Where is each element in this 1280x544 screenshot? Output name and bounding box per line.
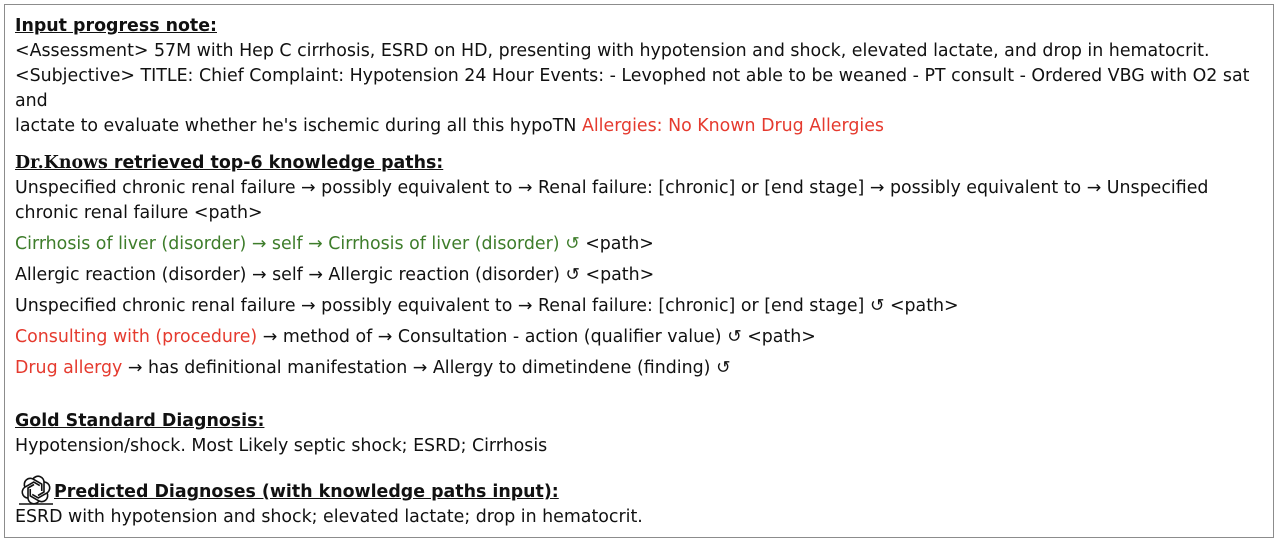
- knowledge-path-5: [15, 325, 1265, 350]
- paths-heading-text: retrieved top-6 knowledge paths:: [107, 153, 444, 173]
- knowledge-path-1: [15, 176, 1265, 226]
- paths-heading: [15, 151, 1265, 176]
- predicted-text: ESRD with hypotension and shock; elevated lactate; drop in hematocrit.: [15, 507, 643, 527]
- knowledge-path-6: [15, 356, 1265, 381]
- path-6-highlight: Drug allergy: [15, 358, 123, 378]
- assessment-text: <Assessment> 57M with Hep C cirrhosis, ESRD on HD, presenting with hypotension and shock, elevated lactate, and drop in hematocrit.: [15, 41, 1210, 61]
- input-note-heading: Input progress note:: [15, 16, 217, 36]
- openai-logo-icon: [19, 475, 53, 505]
- subjective-text-2: lactate to evaluate whether he's ischemic during all this hypoTN: [15, 116, 582, 136]
- path-2-highlight: Cirrhosis of liver (disorder) → self → Cirrhosis of liver (disorder) ↺: [15, 234, 580, 254]
- allergies-text: Allergies: No Known Drug Allergies: [581, 116, 884, 136]
- subjective-line-2: [15, 114, 1265, 139]
- gold-heading: Gold Standard Diagnosis:: [15, 411, 265, 431]
- path-6-rest: → has definitional manifestation → Allergy to dimetindene (finding) ↺: [122, 358, 731, 378]
- knowledge-path-3: Allergic reaction (disorder) → self → Allergic reaction (disorder) ↺ <path>: [15, 265, 655, 285]
- knowledge-path-4: Unspecified chronic renal failure → possibly equivalent to → Renal failure: [chronic] or [end stage] ↺ <path>: [15, 296, 959, 316]
- predicted-heading: Predicted Diagnoses (with knowledge paths input):: [54, 482, 559, 502]
- predicted-heading-line: [15, 475, 1265, 505]
- subjective-text-1: <Subjective> TITLE: Chief Complaint: Hypotension 24 Hour Events: - Levophed not able to be weaned - PT consult - Ordered VBG with O2 sat and: [15, 66, 1250, 111]
- path-1-line-2: chronic renal failure <path>: [15, 203, 263, 223]
- brand-name: Dr.Knows: [15, 153, 108, 173]
- path-5-highlight: Consulting with (procedure): [15, 327, 258, 347]
- path-1-line-1: Unspecified chronic renal failure → possibly equivalent to → Renal failure: [chronic] or [end stage] → possibly equivalent to → Unspecified: [15, 178, 1209, 198]
- gold-text: Hypotension/shock. Most Likely septic shock; ESRD; Cirrhosis: [15, 436, 548, 456]
- document-body: [15, 14, 1265, 530]
- path-5-rest: → method of → Consultation - action (qualifier value) ↺ <path>: [257, 327, 816, 347]
- path-2-rest: <path>: [579, 234, 654, 254]
- knowledge-path-2: [15, 232, 1265, 257]
